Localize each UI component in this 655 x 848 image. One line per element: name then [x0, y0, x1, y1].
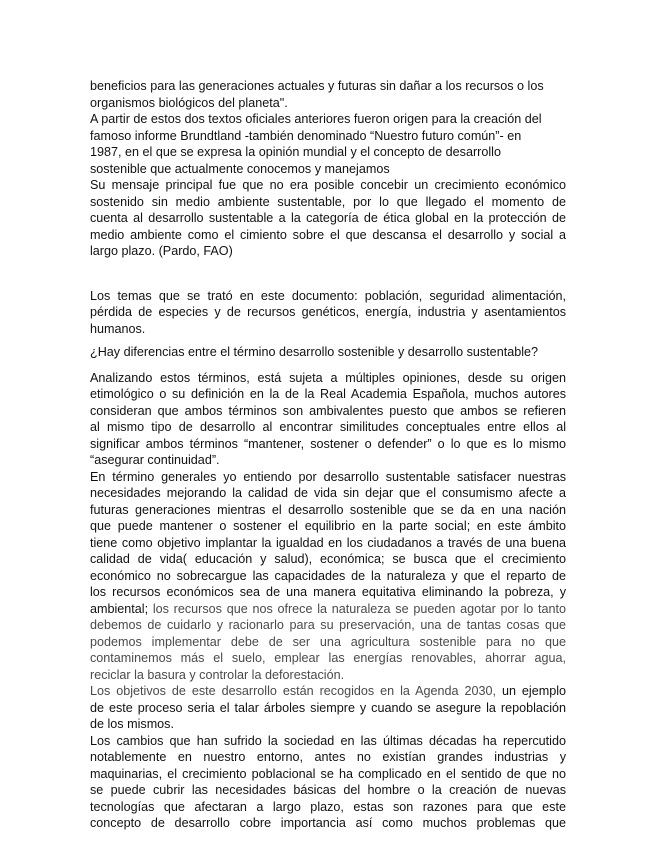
text-line: tecnologías que afectaran a largo plazo, estas son razones para que este — [90, 799, 566, 814]
question-heading — [90, 344, 566, 361]
text-line: Analizando estos términos, está sujeta a múltiples opiniones, desde su origen — [90, 370, 566, 385]
text-line: Los temas que se trató en este documento: población, seguridad alimentación, — [90, 288, 566, 303]
paragraph-8 — [90, 683, 566, 733]
text-line: beneficios para las generaciones actuales y futuras sin dañar a los recursos o los — [90, 79, 544, 93]
text-line: de los mismos. — [90, 717, 174, 731]
text-segment: ambiental; — [90, 601, 149, 616]
text-line: En término generales yo entiendo por desarrollo sustentable satisfacer nuestras — [90, 469, 566, 484]
text-line: reciclar la basura y controlar la deforestación. — [90, 667, 345, 682]
text-line: sostenido sin medio ambiente sustentable, por lo que llegado el momento de — [90, 194, 566, 209]
text-line — [90, 683, 566, 700]
text-line: se puede cubrir las necesidades básicas del hombre o la creación de nuevas — [90, 783, 566, 797]
text-line: pérdida de especies y de recursos genéticos, energía, industria y asentamientos — [90, 305, 566, 319]
text-segment: un ejemplo — [496, 684, 567, 698]
text-line: A partir de estos dos textos oficiales anteriores fueron origen para la creación del — [90, 112, 542, 126]
document-page — [90, 78, 566, 832]
text-line: contaminemos más el suelo, emplear las energías renovables, ahorrar agua, — [90, 651, 566, 665]
text-line: que puede mantener o sostener el equilibrio en la parte social; en este ámbito — [90, 519, 566, 533]
text-line: ¿Hay diferencias entre el término desarrollo sostenible y desarrollo sustentable? — [90, 345, 539, 359]
text-line: Su mensaje principal fue que no era posible concebir un crecimiento económico — [90, 178, 566, 192]
text-line: medio ambiente como el cimiento sobre el que descansa el desarrollo y social a — [90, 227, 566, 242]
text-line: económico no sobrecargue las capacidades de la naturaleza y que el reparto de — [90, 568, 566, 583]
text-line: significar ambos términos “mantener, sostener o defender” o lo que es lo mismo — [90, 436, 566, 451]
text-line: notablemente en nuestro entorno, antes no existían grandes industrias y — [90, 750, 566, 764]
text-line: concepto de desarrollo cobre importancia así como muchos problemas que — [90, 816, 566, 830]
text-line: futuras generaciones mientras el desarrollo sostenible que se da en una nación — [90, 502, 566, 517]
text-line: calidad de vida( educación y salud), económica; se busca que el crecimiento — [90, 552, 566, 566]
text-line: Los cambios que han sufrido la sociedad en las últimas décadas ha repercutido — [90, 733, 566, 748]
text-line: famoso informe Brundtland -también denominado “Nuestro futuro común”- en — [90, 128, 522, 143]
text-line: al mismo tipo de desarrollo al encontrar similitudes conceptuales entre ellos al — [90, 420, 566, 434]
text-line: cuenta al desarrollo sustentable a la categoría de ética global en la protección de — [90, 211, 566, 225]
text-line: organismos biológicos del planeta". — [90, 95, 288, 110]
paragraph-1 — [90, 78, 566, 111]
text-line: humanos. — [90, 321, 146, 336]
text-line — [90, 601, 566, 618]
text-line: etimológico o su definición en la de la Real Academia Española, muchos autores — [90, 387, 566, 401]
text-line: maquinarias, el crecimiento poblacional se ha complicado en el sentido de que no — [90, 766, 566, 781]
text-line: sostenible que actualmente conocemos y manejamos — [90, 161, 390, 176]
paragraph-3 — [90, 177, 566, 260]
paragraph-4 — [90, 288, 566, 338]
text-segment-grey: los recursos que nos ofrece la naturaleza se pueden agotar por lo tanto — [148, 601, 566, 616]
text-line: los recursos económicos sea de una manera equitativa eliminando la pobreza, y — [90, 585, 566, 599]
text-line: de este proceso seria el talar árboles siempre y cuando se asegure la repoblación — [90, 700, 566, 715]
text-line: 1987, en el que se expresa la opinión mundial y el concepto de desarrollo — [90, 145, 501, 159]
text-line: podemos implementar debe de ser una agricultura sostenible para no que — [90, 634, 566, 649]
paragraph-2 — [90, 111, 566, 177]
paragraph-7 — [90, 469, 566, 684]
text-segment-grey: Los objetivos de este desarrollo están recogidos en la Agenda 2030, — [90, 684, 497, 698]
text-line: largo plazo. (Pardo, FAO) — [90, 244, 233, 258]
text-line: “asegurar continuidad”. — [90, 453, 220, 467]
text-line: consideran que ambos términos son ambivalentes puesto que ambos se refieren — [90, 403, 566, 418]
text-line: necesidades mejorando la calidad de vida sin dejar que el consumismo afecte a — [90, 486, 566, 500]
text-line: tiene como objetivo implantar la igualdad en los ciudadanos a través de una buena — [90, 535, 566, 550]
paragraph-9 — [90, 733, 566, 832]
text-line: debemos de cuidarlo y racionarlo para su preservación, una de tantas cosas que — [90, 618, 566, 632]
paragraph-6 — [90, 370, 566, 469]
